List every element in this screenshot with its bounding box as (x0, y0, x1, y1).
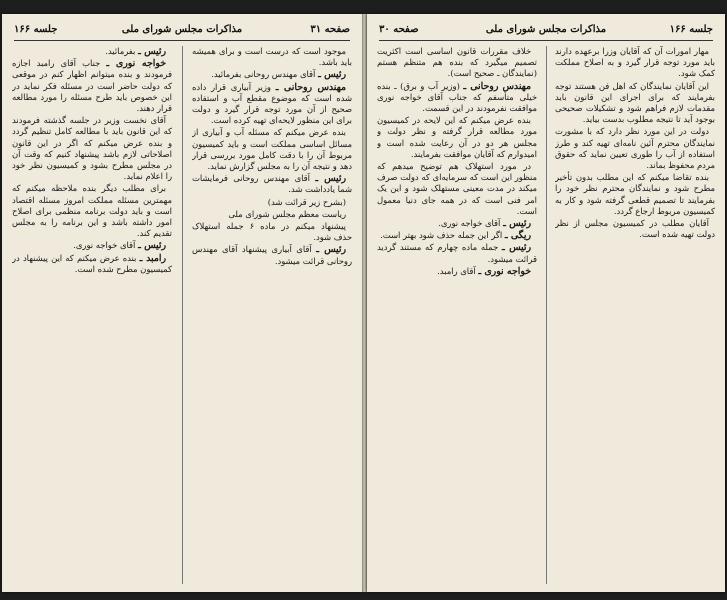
paragraph (12, 58, 172, 114)
paragraph (12, 253, 172, 275)
paragraph (555, 126, 715, 171)
paragraph (377, 46, 537, 80)
speaker-name: رئیس ـ (501, 242, 531, 254)
left-page-header (14, 24, 350, 41)
left-page (2, 14, 362, 592)
paragraph (12, 240, 172, 251)
paragraph-text: آقای مهندس روحانی بفرمائید. (211, 69, 316, 80)
left-page-number: صفحه ۳۱ (310, 24, 350, 35)
speaker-name: ریگی ـ (504, 230, 531, 242)
paragraph (377, 230, 537, 241)
paragraph-text: خلاف مقررات قانون اساسی است اکثریت تصمیم میگیرد که بنده هم متنظم هستم (نمایندگان ـ صحیح است). (377, 46, 537, 79)
paragraph-text: آقای خواجه نوری. (438, 218, 501, 229)
paragraph-text: جمله ماده چهارم که مستند گردید قرائت میشود. (377, 242, 537, 264)
paragraph-text: پیشنهاد میکنم در ماده ۶ جمله استهلاک حذف شود. (192, 221, 352, 243)
speaker-name: رئیس ـ (503, 218, 531, 230)
paragraph-text: موجود است که درست است و برای همیشه باید باشد. (192, 46, 352, 68)
speaker-name: مهندس روحانی ـ (275, 81, 346, 93)
paragraph-text: وزیر آبیاری قرار داده شده است که موضوع مقطع آب و استفاده صحیح از آن مورد توجه قرار گیرد و دولت برای این منظور لایحه‌ای تهیه کرده است. (192, 81, 352, 126)
speaker-name: خواجه نوری ـ (478, 265, 531, 277)
paragraph-text: آقای نخست وزیر در جلسه گذشته فرمودند که این قانون باید با مطالعه کامل تنظیم گردد و بنده عرض میکنم که اگر در این قانون اصلاحاتی لازم باشد پیشنهاد کنیم که وقت آن در مجلس مطرح بشود و کمیسیون نظر خود را اعلام نماید. (12, 115, 172, 182)
paragraph (192, 244, 352, 266)
paragraph-text: آقای آبیاری پیشنهاد آقای مهندس روحانی قرائت میشود. (192, 244, 352, 266)
paragraph-text: آقایان مطلب در کمیسیون مجلس از نظر دولت تهیه شده است. (555, 218, 715, 240)
paragraph (192, 221, 352, 243)
paragraph-text: (وزیر آب و برق) ـ بنده خیلی متأسفم که جناب آقای خواجه نوری موافقت نفرمودند در این قسمت. (377, 80, 537, 114)
paragraph-text: مهار امورات آن که آقایان وزرا برعهده دارند باید مورد توجه قرار گیرد و به اصلاح مملکت کمک شود. (555, 46, 715, 79)
left-page-column-right (192, 46, 352, 584)
paragraph-text: (بشرح زیر قرائت شد) (267, 196, 346, 207)
speaker-name: رئیس ـ (316, 244, 347, 256)
paragraph (192, 173, 352, 195)
paragraph (555, 81, 715, 126)
paragraph (192, 82, 352, 127)
paragraph (192, 209, 352, 220)
paragraph (377, 218, 537, 229)
speaker-name: رئیس ـ (318, 69, 346, 81)
paragraph (377, 242, 537, 264)
paragraph-text: بنده عرض میکنم که این لایحه در کمیسیون مورد مطالعه قرار گرفته و نظر دولت و مجلس هر دو در آن رعایت شده است و امیدوارم که آقایان موافقت بفرمایند. (377, 115, 537, 159)
speaker-name: خواجه نوری ـ (106, 58, 166, 70)
right-page-header (379, 24, 713, 41)
paragraph-text: جناب آقای رامبد اجازه فرمودند و بنده میتوانم اظهار کنم در موقعی که دولت حاضر است در مسئله فکر نماید در این خصوص باید طرح مسئله را مورد مطالعه قرار دهند. (12, 58, 172, 114)
paragraph-text: این آقایان نمایندگان که اهل فن هستند توجه بفرمایند که برای اجرای این قانون باید مقدمات لازم فراهم شود و تشکیلات صحیحی بوجود آید تا نتیجه مطلوب بدست بیاید. (555, 80, 715, 125)
paragraph (192, 197, 352, 208)
speaker-name: رئیس ـ (315, 173, 346, 185)
right-page-column-left (377, 46, 537, 584)
left-page-column-left (12, 46, 172, 584)
paragraph (555, 218, 715, 240)
paragraph (192, 69, 352, 80)
right-page-session: جلسه ۱۶۶ (669, 24, 713, 35)
paragraph (12, 115, 172, 182)
paragraph-text: آقای خواجه نوری. (73, 240, 136, 251)
right-page-column-rule (546, 46, 547, 584)
paragraph (555, 172, 715, 217)
right-page-running-title: مذاکرات مجلس شورای ملی (485, 24, 607, 35)
paragraph-text: آقای مهندس روحانی فرمایشات شما یادداشت شد. (192, 173, 352, 195)
paragraph (192, 46, 352, 68)
paragraph (555, 46, 715, 80)
speaker-name: مهندس روحانی ـ (463, 80, 531, 92)
paragraph-text: بنده تقاضا میکنم که این مطلب بدون تأخیر مطرح شود و نمایندگان محترم نظر خود را بفرمایند تا تصمیم قطعی گرفته شود و کار به کمیسیون مربوط ارجاع گردد. (555, 172, 715, 216)
paragraph-text: دولت در این مورد نظر دارد که با مشورت نمایندگان محترم آئین نامه‌ای تهیه کند و طرز استفاده از آب را طوری تعیین نماید که حقوق مردم محفوظ بماند. (555, 126, 715, 171)
paragraph-text: بفرمائید. (105, 46, 136, 56)
paragraph (377, 115, 537, 160)
left-page-session: جلسه ۱۶۶ (14, 24, 58, 35)
speaker-name: رامبد ـ (139, 252, 166, 264)
paragraph-text: اگر این جمله حذف شود بهتر است. (380, 230, 503, 241)
paragraph-text: برای مطلب دیگر بنده ملاحظه میکنم که مهمترین مسئله مملکت امروز مسئله اقتصاد است و باید دولت برنامه منظمی برای اصلاح امور داشته باشد و این برنامه را به مجلس تقدیم کند. (12, 183, 172, 239)
speaker-name: رئیس ـ (138, 240, 166, 252)
paragraph-text: بنده عرض میکنم که مسئله آب و آبیاری از مسائل اساسی مملکت است و باید کمیسیون مربوط آن را با دقت کامل مورد بررسی قرار دهد و نتیجه آن را به مجلس گزارش نماید. (192, 127, 352, 172)
left-page-running-title: مذاکرات مجلس شورای ملی (121, 24, 243, 35)
paragraph (192, 127, 352, 172)
speaker-name: رئیس ـ (138, 46, 166, 57)
paragraph (377, 81, 537, 115)
paragraph (12, 183, 172, 239)
paragraph-text: ریاست معظم مجلس شورای ملی (228, 208, 346, 219)
paragraph (377, 161, 537, 217)
right-page-column-right (555, 46, 715, 584)
paragraph (377, 266, 537, 277)
paragraph-text: بنده عرض میکنم که این پیشنهاد در کمیسیون مطرح شده است. (12, 252, 172, 274)
left-page-column-rule (182, 46, 183, 584)
paragraph-text: آقای رامبد. (437, 265, 476, 276)
paragraph-text: در مورد استهلاک هم توضیح میدهم که منظور این است که سرمایه‌ای که دولت صرف میکند در مدت معینی مستهلک شود و این یک امر فنی است که در همه جای دنیا معمول است. (377, 161, 537, 216)
paragraph (12, 46, 172, 57)
right-page-number: صفحه ۳۰ (379, 24, 419, 35)
right-page (367, 14, 725, 592)
